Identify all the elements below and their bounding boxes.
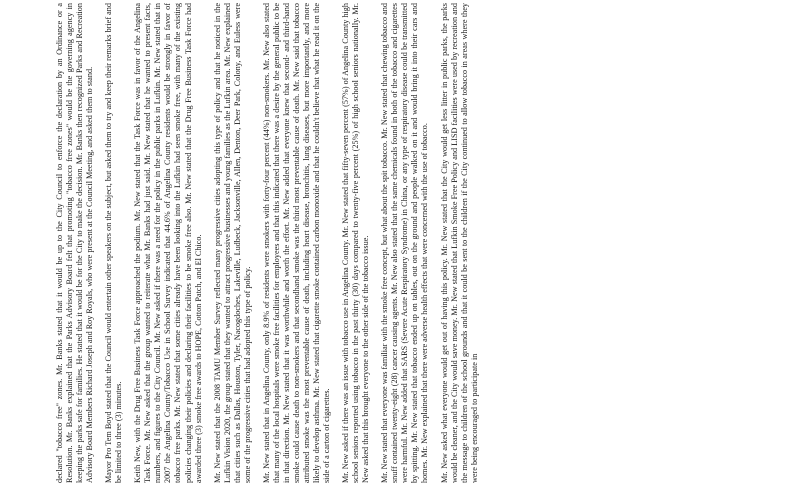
document-body	[55, 3, 745, 483]
paragraph: Mr. New asked what everyone would get out of having this policy. Mr. New stated that the City would get less litter in public parks, the parks would be cleaner, and the City would save money. Mr. New stated that Lufkin Smoke Free Policy and LISD facilities were used by recreation and the message to children of the school grounds and that it could be sent to the children if the City continued to allow tobacco in areas where they were being encouraged to participate in	[439, 3, 479, 483]
paragraph: Mr. New stated that the 2008 TAMU Member Survey reflected many progressive cities adopting this type of policy and that he noticed in the Lufkin Vision 2020, the group stated that they wanted to attract progressive businesses and young families as the Lufkin area. Mr. New explained that cities such as Dallas, Houston, Tyler, Nacogdoches, Lakeville, Ludbeck, Jacksonville, Allen, Denton, Deer Park, Colony, and Euless were some of the progressive cities that had adopted this type of policy.	[212, 3, 252, 483]
paragraph: Keith New, with the Drug Free Business Task Force approached the podium. Mr. New stated that the Task Force was in favor of the Angelina Task Force. Mr. New asked that the group wanted to reiterate what Mr. Banks had just said. Mr. New stated that he wanted to present facts, numbers, and figures to the City Council. Mr. New asked if there was a need for the policy in the public parks in Lufkin. Mr. New stated that in 2007 the Angelina County/Tobacco Use in School Survey indicated that 44.6% of Angelina County residents would be strongly in favor of tobacco free parks. Mr. New stated that some cities already have been looking into the Lufkin had seen smoke free, with many of the existing policies changing their policies and declaring their facilities to be smoke free also. Mr. New stated that the Drug Free Business Task Force had awarded three (3) smoke free awards to HOPE, Cotton Patch, and El Chico.	[133, 3, 203, 483]
paragraph: declared "tobacco free" zones. Mr. Banks stated that it would be up to the City Council to enforce the declaration by an Ordinance or a Resolution. Mr. Banks explained that the Parks Advisory Board felt that promoting "tobacco free zones" would be the governing agency in keeping the parks safe for families. He stated that it would be for the City to make the decision. Mr. Banks then recognized Parks and Recreation Advisory Board Members Richard Joseph and Roy Royals, who were present at the Council Meeting, and asked them to stand.	[55, 3, 95, 483]
paragraph: Mr. New stated that everyone was familiar with the smoke free concept, but what about the spit tobacco. Mr. New stated that chewing tobacco and snuff contained twenty-eight (28) cancer causing agents. Mr. New also stated that the same chemicals found in both of the tobacco and cigarettes were harmful. Mr. New added that SARS (Severe Acute Respiratory Syndrome) in China, or any type of respiratory disease could be transmitted by spitting. Mr. New stated that tobacco ended up on tables, out on the ground and people walked on it and would bring it into their cars and homes. Mr. New explained that there were adverse health effects that were concerned with the use of tobacco.	[380, 3, 430, 483]
paragraph: Mr. New asked if there was an issue with tobacco use in Angelina County. Mr. New stated that fifty-seven percent (57%) of Angelina County high school seniors reported using tobacco in the past thirty (30) days compared to twenty-five percent (25%) of high school seniors nationally. Mr. New asked that this brought everyone to the other side of the tobacco issue.	[341, 3, 371, 483]
paragraph: Mr. New stated that in Angelina County, only 8.9% of residents were smokers with forty-four percent (44%) non-smokers. Mr. New also stated that many of the local hospitals were smoke free facilities for employees and that this indicated that there was a desire by the general public to be in that direction. Mr. New stated that it was worthwhile and worth the effort. Mr. New added that everyone knew that second- and third-hand smoke could cause death to non-smokers and that secondhand smoke was the third most preventable cause of death. Mr. New said that tobacco attributed smoke was the most preventable cause of death, including heart disease, bronchitis, lung diseases, but more importantly, and more likely to develop asthma. Mr. New stated that cigarette smoke contained carbon monoxide and that he couldn't believe that what he read it on the side of a carton of cigarettes.	[261, 3, 332, 483]
paragraph: Mayor Pro Tem Boyd stated that the Council would entertain other speakers on the subject, but asked them to try and keep their remarks brief and be limited to three (3) minutes.	[104, 3, 124, 483]
